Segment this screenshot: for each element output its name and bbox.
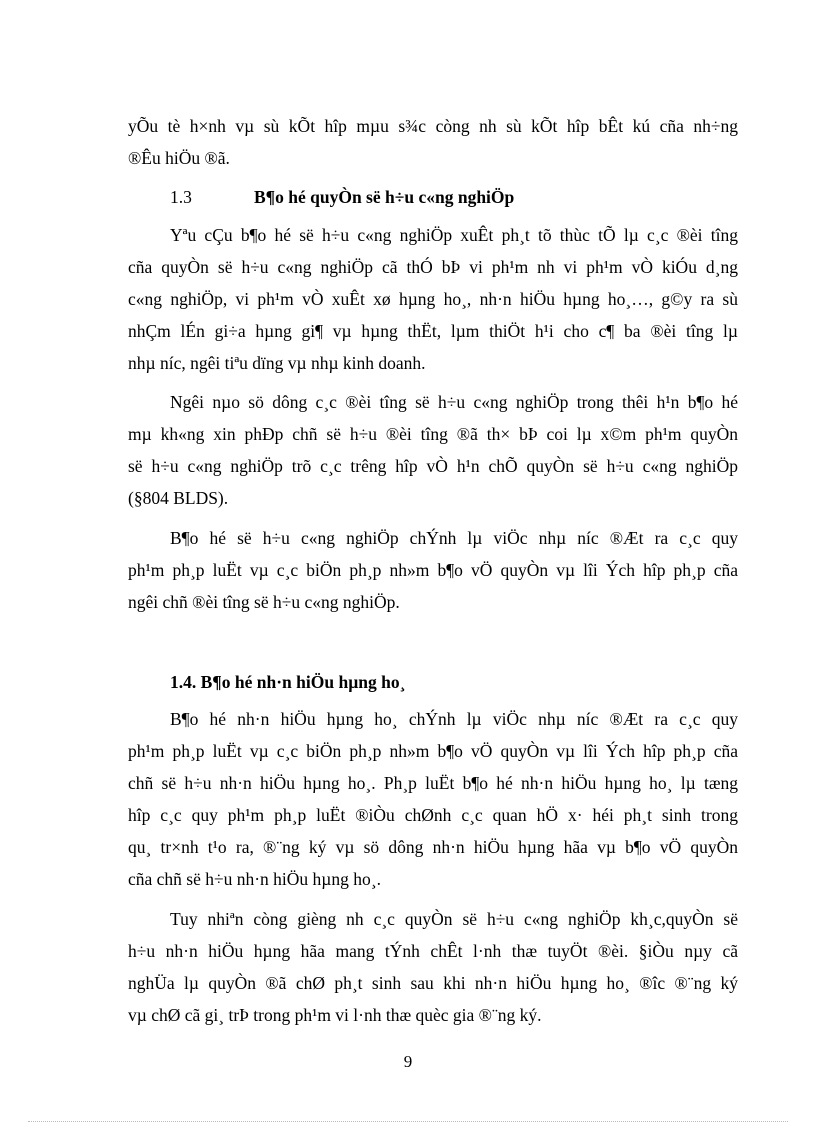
text-line: (§804 BLDS). [128,488,229,508]
text-line: cña chñ së h÷u nh·n hiÖu hµng ho¸. [128,869,381,889]
section-1-3-paragraph-3 [128,522,738,618]
text-line: nhµ níc, ngêi tiªu dïng vµ nhµ kinh doanh. [128,353,426,373]
text-line: Tuy nhiªn còng gièng nh c¸c quyÒn së h÷u c«ng nghiÖp kh¸c,quyÒn së [170,909,738,929]
text-line: hîp c¸c quy ph¹m ph¸p luËt ®iÒu chØnh c¸c quan hÖ x· héi ph¸t sinh trong [128,805,738,825]
section-number: 1.3 [170,187,192,207]
section-title: B¶o hé quyÒn së h÷u c«ng nghiÖp [254,187,515,207]
section-1-4-paragraph-2 [128,903,738,1031]
text-line: nhÇm lÉn gi÷a hµng gi¶ vµ hµng thËt, lµm thiÖt h¹i cho c¶ ba ®èi tîng lµ [128,321,738,341]
text-line: c«ng nghiÖp, vi ph¹m vÒ xuÊt xø hµng ho¸, nh·n hiÖu hµng ho¸…, g©y ra sù [128,289,738,309]
text-line: ph¹m ph¸p luËt vµ c¸c biÖn ph¸p nh»m b¶o vÖ quyÒn vµ lîi Ých hîp ph¸p cña [128,741,738,761]
text-line: B¶o hé nh·n hiÖu hµng ho¸ chÝnh lµ viÖc nhµ níc ®Æt ra c¸c quy [170,709,738,729]
section-1-4-paragraph-1 [128,703,738,895]
text-line: qu¸ tr×nh t¹o ra, ®¨ng ký vµ sö dông nh·n hiÖu hµng hãa vµ b¶o vÖ quyÒn [128,837,738,857]
page-bottom-divider [28,1121,788,1122]
text-line: ngêi chñ ®èi tîng së h÷u c«ng nghiÖp. [128,592,400,612]
intro-paragraph [128,110,738,174]
section-1-3-paragraph-1 [128,219,738,379]
text-line: ®Êu hiÖu ®ã. [128,148,230,168]
text-line: cña quyÒn së h÷u c«ng nghiÖp cã thÓ bÞ vi ph¹m nh vi ph¹m vÒ kiÓu d¸ng [128,257,738,277]
text-line: ph¹m ph¸p luËt vµ c¸c biÖn ph¸p nh»m b¶o vÖ quyÒn vµ lîi Ých hîp ph¸p cña [128,560,738,580]
text-line: B¶o hé së h÷u c«ng nghiÖp chÝnh lµ viÖc nhµ níc ®Æt ra c¸c quy [170,528,738,548]
text-line: mµ kh«ng xin phÐp chñ së h÷u ®èi tîng ®ã th× bÞ coi lµ x©m ph¹m quyÒn [128,424,738,444]
section-heading-1-4 [128,666,738,698]
section-heading-1-3 [128,181,738,213]
text-line: Yªu cÇu b¶o hé së h÷u c«ng nghiÖp xuÊt ph¸t tõ thùc tÕ lµ c¸c ®èi tîng [170,225,738,245]
text-line: yÕu tè h×nh vµ sù kÕt hîp mµu s¾c còng nh sù kÕt hîp bÊt kú cña nh÷ng [128,116,738,136]
text-line: Ngêi nµo sö dông c¸c ®èi tîng së h÷u c«ng nghiÖp trong thêi h¹n b¶o hé [170,392,738,412]
section-title: 1.4. B¶o hé nh·n hiÖu hµng ho¸ [170,672,406,692]
text-line: së h÷u c«ng nghiÖp trõ c¸c trêng hîp vÒ h¹n chÕ quyÒn së h÷u c«ng nghiÖp [128,456,738,476]
text-line: h÷u nh·n hiÖu hµng hãa mang tÝnh chÊt l·nh thæ tuyÖt ®èi. §iÒu nµy cã [128,941,738,961]
page-number: 9 [403,1052,413,1071]
text-line: nghÜa lµ quyÒn ®ã chØ ph¸t sinh sau khi nh·n hiÖu hµng ho¸ ®îc ®¨ng ký [128,973,738,993]
text-line: vµ chØ cã gi¸ trÞ trong ph¹m vi l·nh thæ quèc gia ®¨ng ký. [128,1005,542,1025]
text-line: chñ së h÷u nh·n hiÖu hµng ho¸. Ph¸p luËt b¶o hé nh·n hiÖu hµng ho¸ lµ tæng [128,773,738,793]
section-1-3-paragraph-2 [128,386,738,514]
